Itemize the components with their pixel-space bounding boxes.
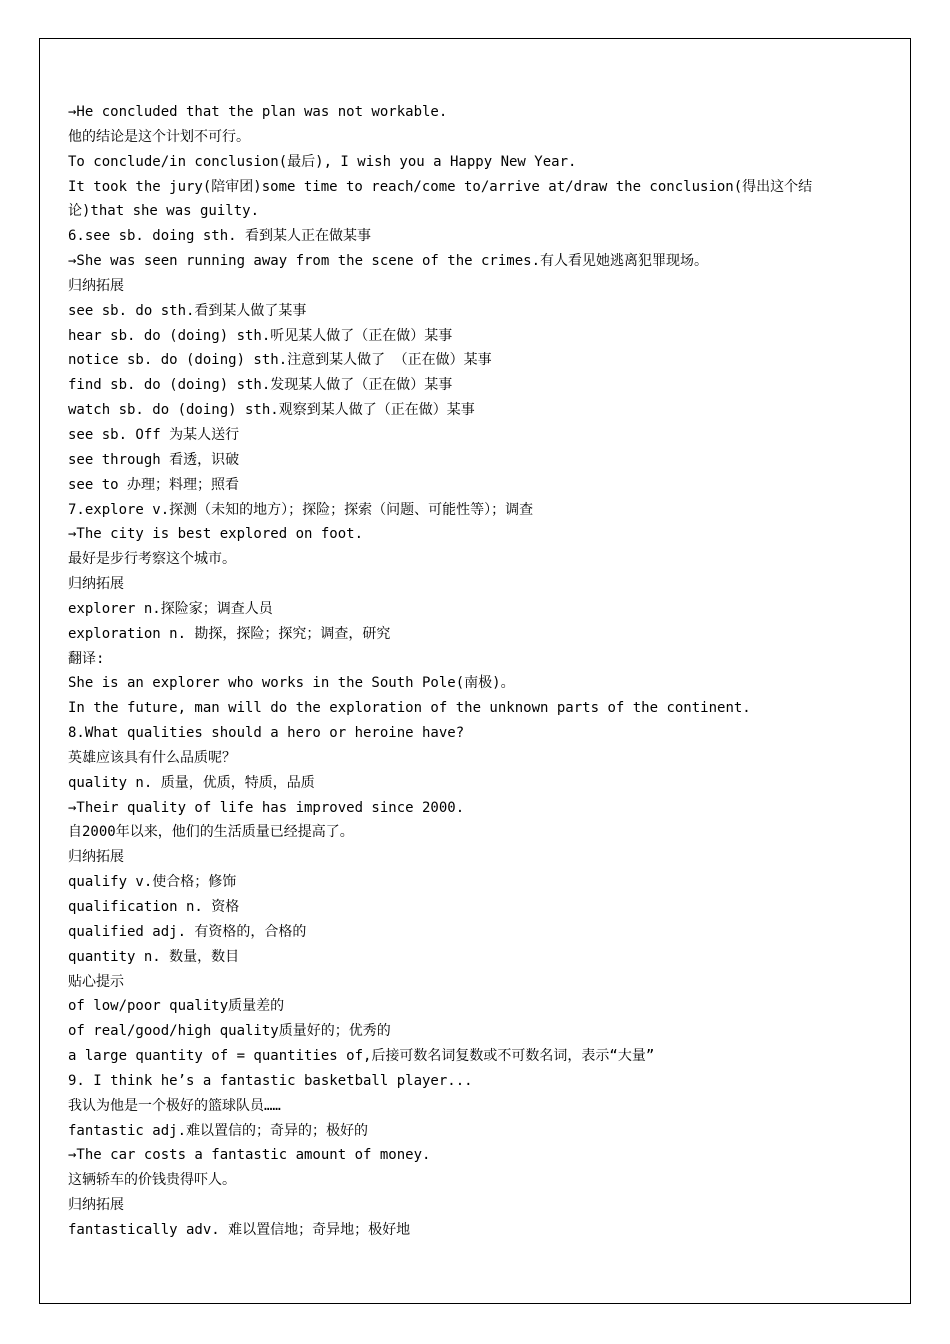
text-line: of low/poor quality质量差的 [68, 998, 285, 1015]
subheading: 贴心提示 [68, 973, 124, 990]
text-line: see to 办理；料理；照看 [68, 476, 240, 493]
text-line: To conclude/in conclusion(最后), I wish you a Happy New Year. [68, 153, 577, 170]
text-line: qualification n. 资格 [68, 899, 240, 915]
text-line: of real/good/high quality质量好的；优秀的 [68, 1023, 391, 1040]
subheading: 归纳拓展 [68, 576, 124, 593]
subheading: 归纳拓展 [68, 1197, 124, 1214]
text-line: →Their quality of life has improved since 2000. [68, 799, 465, 816]
text-line: →The car costs a fantastic amount of money. [68, 1147, 431, 1164]
text-line: quality n. 质量，优质，特质，品质 [68, 774, 315, 791]
text-line: see through 看透，识破 [68, 451, 240, 468]
text-line: fantastic adj.难以置信的；奇异的；极好的 [68, 1122, 369, 1139]
section-heading-9: 9. I think he’s a fantastic basketball player... [68, 1072, 473, 1089]
text-line: 自2000年以来，他们的生活质量已经提高了。 [68, 824, 354, 841]
text-line: →The city is best explored on foot. [68, 526, 364, 543]
text-line: In the future, man will do the exploration of the unknown parts of the continent. [68, 700, 751, 717]
section-heading-6: 6.see sb. doing sth. 看到某人正在做某事 [68, 228, 372, 245]
section-heading-7: 7.explore v.探测（未知的地方）；探险；探索（问题、可能性等）；调查 [68, 501, 534, 518]
text-line: 论)that she was guilty. [68, 203, 260, 220]
subheading: 归纳拓展 [68, 849, 124, 866]
text-line: quantity n. 数量，数目 [68, 948, 240, 965]
text-line: 他的结论是这个计划不可行。 [68, 128, 250, 145]
text-line: 这辆轿车的价钱贵得吓人。 [68, 1172, 236, 1189]
document-body [68, 100, 868, 1243]
text-line: explorer n.探险家；调查人员 [68, 600, 273, 617]
text-line: qualified adj. 有资格的，合格的 [68, 923, 307, 940]
text-line: watch sb. do (doing) sth.观察到某人做了（正在做）某事 [68, 402, 475, 419]
text-line: a large quantity of = quantities of,后接可数名词复数或不可数名词，表示“大量” [68, 1048, 655, 1065]
text-line: fantastically adv. 难以置信地；奇异地；极好地 [68, 1221, 411, 1238]
text-line: 最好是步行考察这个城市。 [68, 551, 236, 568]
section-heading-8: 8.What qualities should a hero or heroine have? [68, 725, 465, 742]
text-line: find sb. do (doing) sth.发现某人做了（正在做）某事 [68, 377, 453, 394]
text-line: exploration n. 勘探，探险；探究；调查，研究 [68, 625, 391, 642]
text-line: hear sb. do (doing) sth.听见某人做了（正在做）某事 [68, 327, 453, 344]
text-line: 英雄应该具有什么品质呢？ [68, 749, 236, 766]
text-line: →He concluded that the plan was not workable. [68, 104, 448, 120]
text-line: see sb. do sth.看到某人做了某事 [68, 302, 307, 319]
text-line: notice sb. do (doing) sth.注意到某人做了 （正在做）某事 [68, 352, 492, 369]
text-line: She is an explorer who works in the South Pole(南极)。 [68, 675, 515, 692]
text-line: see sb. Off 为某人送行 [68, 426, 240, 443]
text-line: qualify v.使合格；修饰 [68, 874, 237, 891]
text-line: →She was seen running away from the scene of the crimes.有人看见她逃离犯罪现场。 [68, 253, 709, 270]
text-line: 我认为他是一个极好的篮球队员…… [68, 1097, 281, 1114]
text-line: It took the jury(陪审团)some time to reach/come to/arrive at/draw the conclusion(得出这个结 [68, 178, 813, 195]
subheading: 翻译: [68, 650, 105, 667]
subheading: 归纳拓展 [68, 277, 124, 294]
